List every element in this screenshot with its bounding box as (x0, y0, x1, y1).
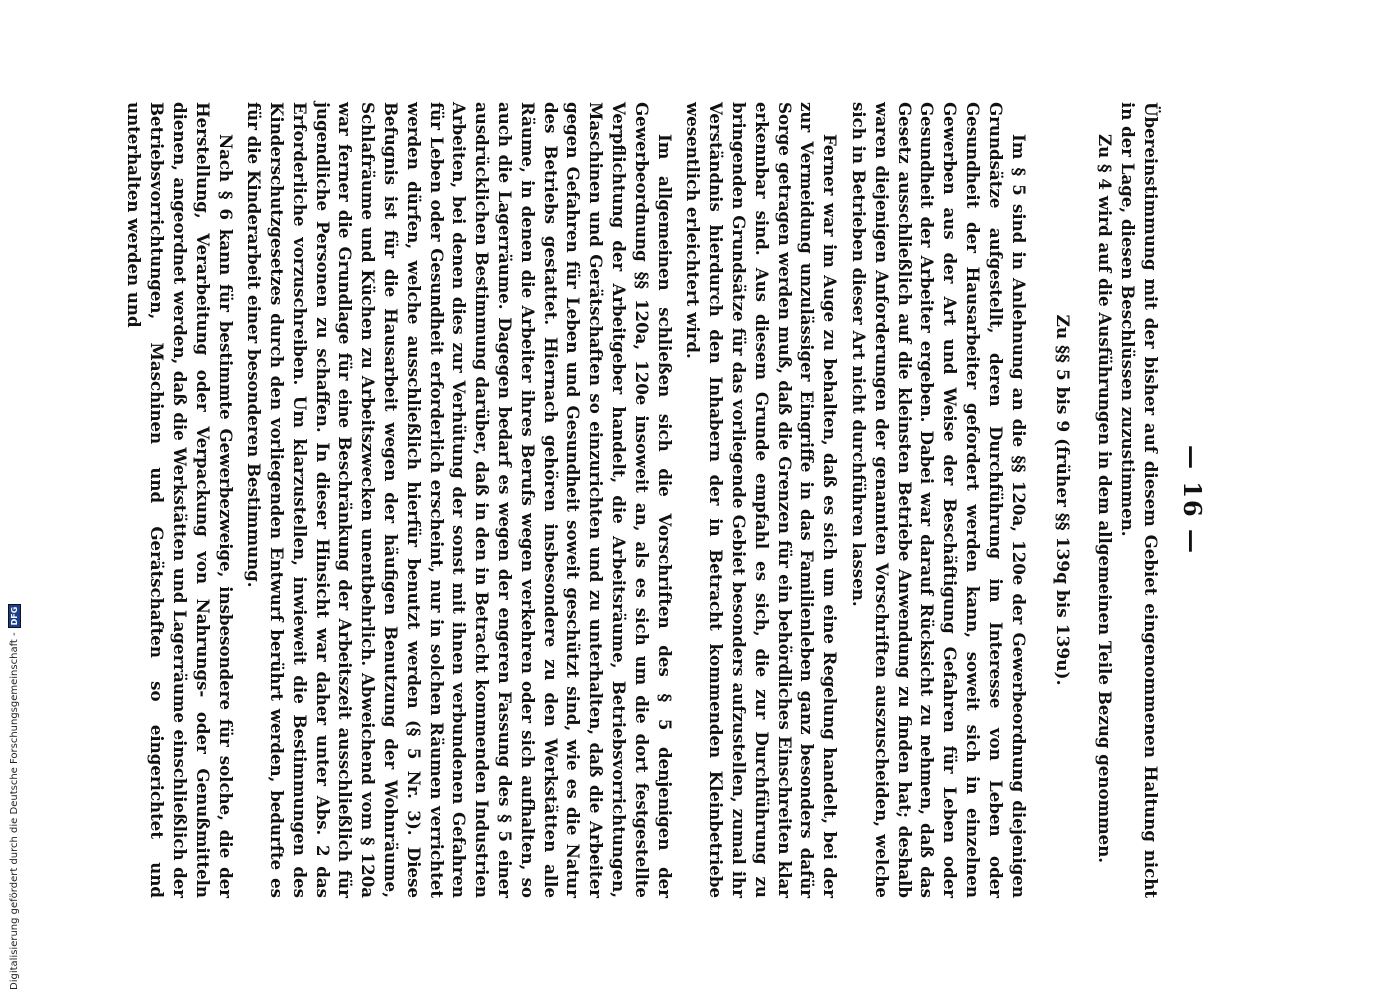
paragraph: Übereinstimmung mit der bisher auf diesem Gebiet eingenommenen Haltung nicht in der Lage, diesen Beschlüssen zuzustimmen. (1118, 102, 1161, 898)
paragraph: Ferner war im Auge zu behalten, daß es sich um eine Regelung handelt, bei der zur Vermeidung unzulässiger Eingriffe in das Familienleben ganz besonders dafür Sorge getragen werden muß, daß die Grenzen für ein behördliches Einschreiten klar erkennbar sind. Aus diesem Grunde empfahl es sich, die zur Durchführung zu bringenden Grundsätze für das vorliegende Gebiet besonders aufzustellen, zumal ihr Verständnis hierdurch den Inhabern der in Betracht kommenden Kleinbetriebe wesentlich erleichtert wird. (683, 102, 841, 898)
digitization-sidebar (0, 0, 20, 1000)
paragraph: Im allgemeinen schließen sich die Vorschriften des § 5 denjenigen der Gewerbeordnung §§ 120a, 120e insoweit an, als es sich um die dort festgestellte Verpflichtung der Arbeitgeber handelt, die Arbeitsräume, Betriebsvorrichtungen, Maschinen und Gerätschaften so einzurichten und zu unterhalten, daß die Arbeiter gegen Gefahren für Leben und Gesundheit soweit geschützt sind, wie es die Natur des Betriebs gestattet. Hiernach gehören insbesondere zu den Werkstätten alle Räume, in denen die Arbeiter ihres Berufs wegen verkehren oder sich aufhalten, so auch die Lagerräume. Dagegen bedarf es wegen der engeren Fassung des § 5 einer ausdrücklichen Bestimmung darüber, daß in den in Betracht kommenden Industrien Arbeiten, bei denen dies zur Verhütung der sonst mit ihnen verbundenen Gefahren für Leben oder Gesundheit erforderlich erscheint, nur in solchen Räumen verrichtet werden dürfen, welche ausschließlich hierfür benutzt werden (§ 5 Nr. 3). Diese Befugnis ist für die Hausarbeit wegen der häufigen Benutzung der Wohnräume, Schlafräume und Küchen zu Arbeitszwecken unentbehrlich. Abweichend vom § 120a war ferner die Grundlage für eine Beschränkung der Arbeitszeit ausschließlich für jugendliche Personen zu schaffen. In dieser Hinsicht war daher unter Abs. 2 das Erforderliche vorzuschreiben. Um klarzustellen, inwieweit die Bestimmungen des Kinderschutzgesetzes durch den vorliegenden Entwurf berührt werden, bedurfte es für die Kinderarbeit einer besonderen Bestimmung. (244, 102, 675, 898)
paragraph: Nach § 6 kann für bestimmte Gewerbezweige, insbesondere für solche, die der Herstellung, Verarbeitung oder Verpackung von Nahrungs- oder Genußmitteln dienen, angeordnet werden, daß die Werkstätten und Lagerräume einschließlich der Betriebsvorrichtungen, Maschinen und Gerätschaften so eingerichtet und unterhalten werden und (124, 102, 236, 898)
scanned-page (124, 60, 1221, 940)
paragraph: Zu § 4 wird auf die Ausführungen in dem allgemeinen Teile Bezug genommen. (1095, 134, 1116, 864)
dfg-logo: DFG (8, 604, 21, 629)
paragraph: Im § 5 sind in Anlehnung an die §§ 120a, 120e der Gewerbeordnung diejenigen Grundsätze aufgestellt, deren Durchführung im Interesse von Leben oder Gesundheit der Hausarbeiter gefordert werden kann, soweit sich in einzelnen Gewerben aus der Art und Weise der Beschäftigung Gefahren für Leben oder Gesundheit der Arbeiter ergeben. Dabei war darauf Rücksicht zu nehmen, daß das Gesetz ausschließlich auf die kleinsten Betriebe Anwendung zu finden hat; deshalb waren diejenigen Anforderungen der genannten Vorschriften auszuscheiden, welche sich in Betrieben dieser Art nicht durchführen lassen. (849, 102, 1029, 898)
credit-text: Digitalisierung gefördert durch die Deutsche Forschungsgemeinschaft - (9, 632, 20, 990)
section-heading: Zu §§ 5 bis 9 (früher §§ 139q bis 139u). (1051, 314, 1072, 686)
page-number: — 16 — (1178, 444, 1207, 556)
digitization-credit (8, 604, 21, 990)
